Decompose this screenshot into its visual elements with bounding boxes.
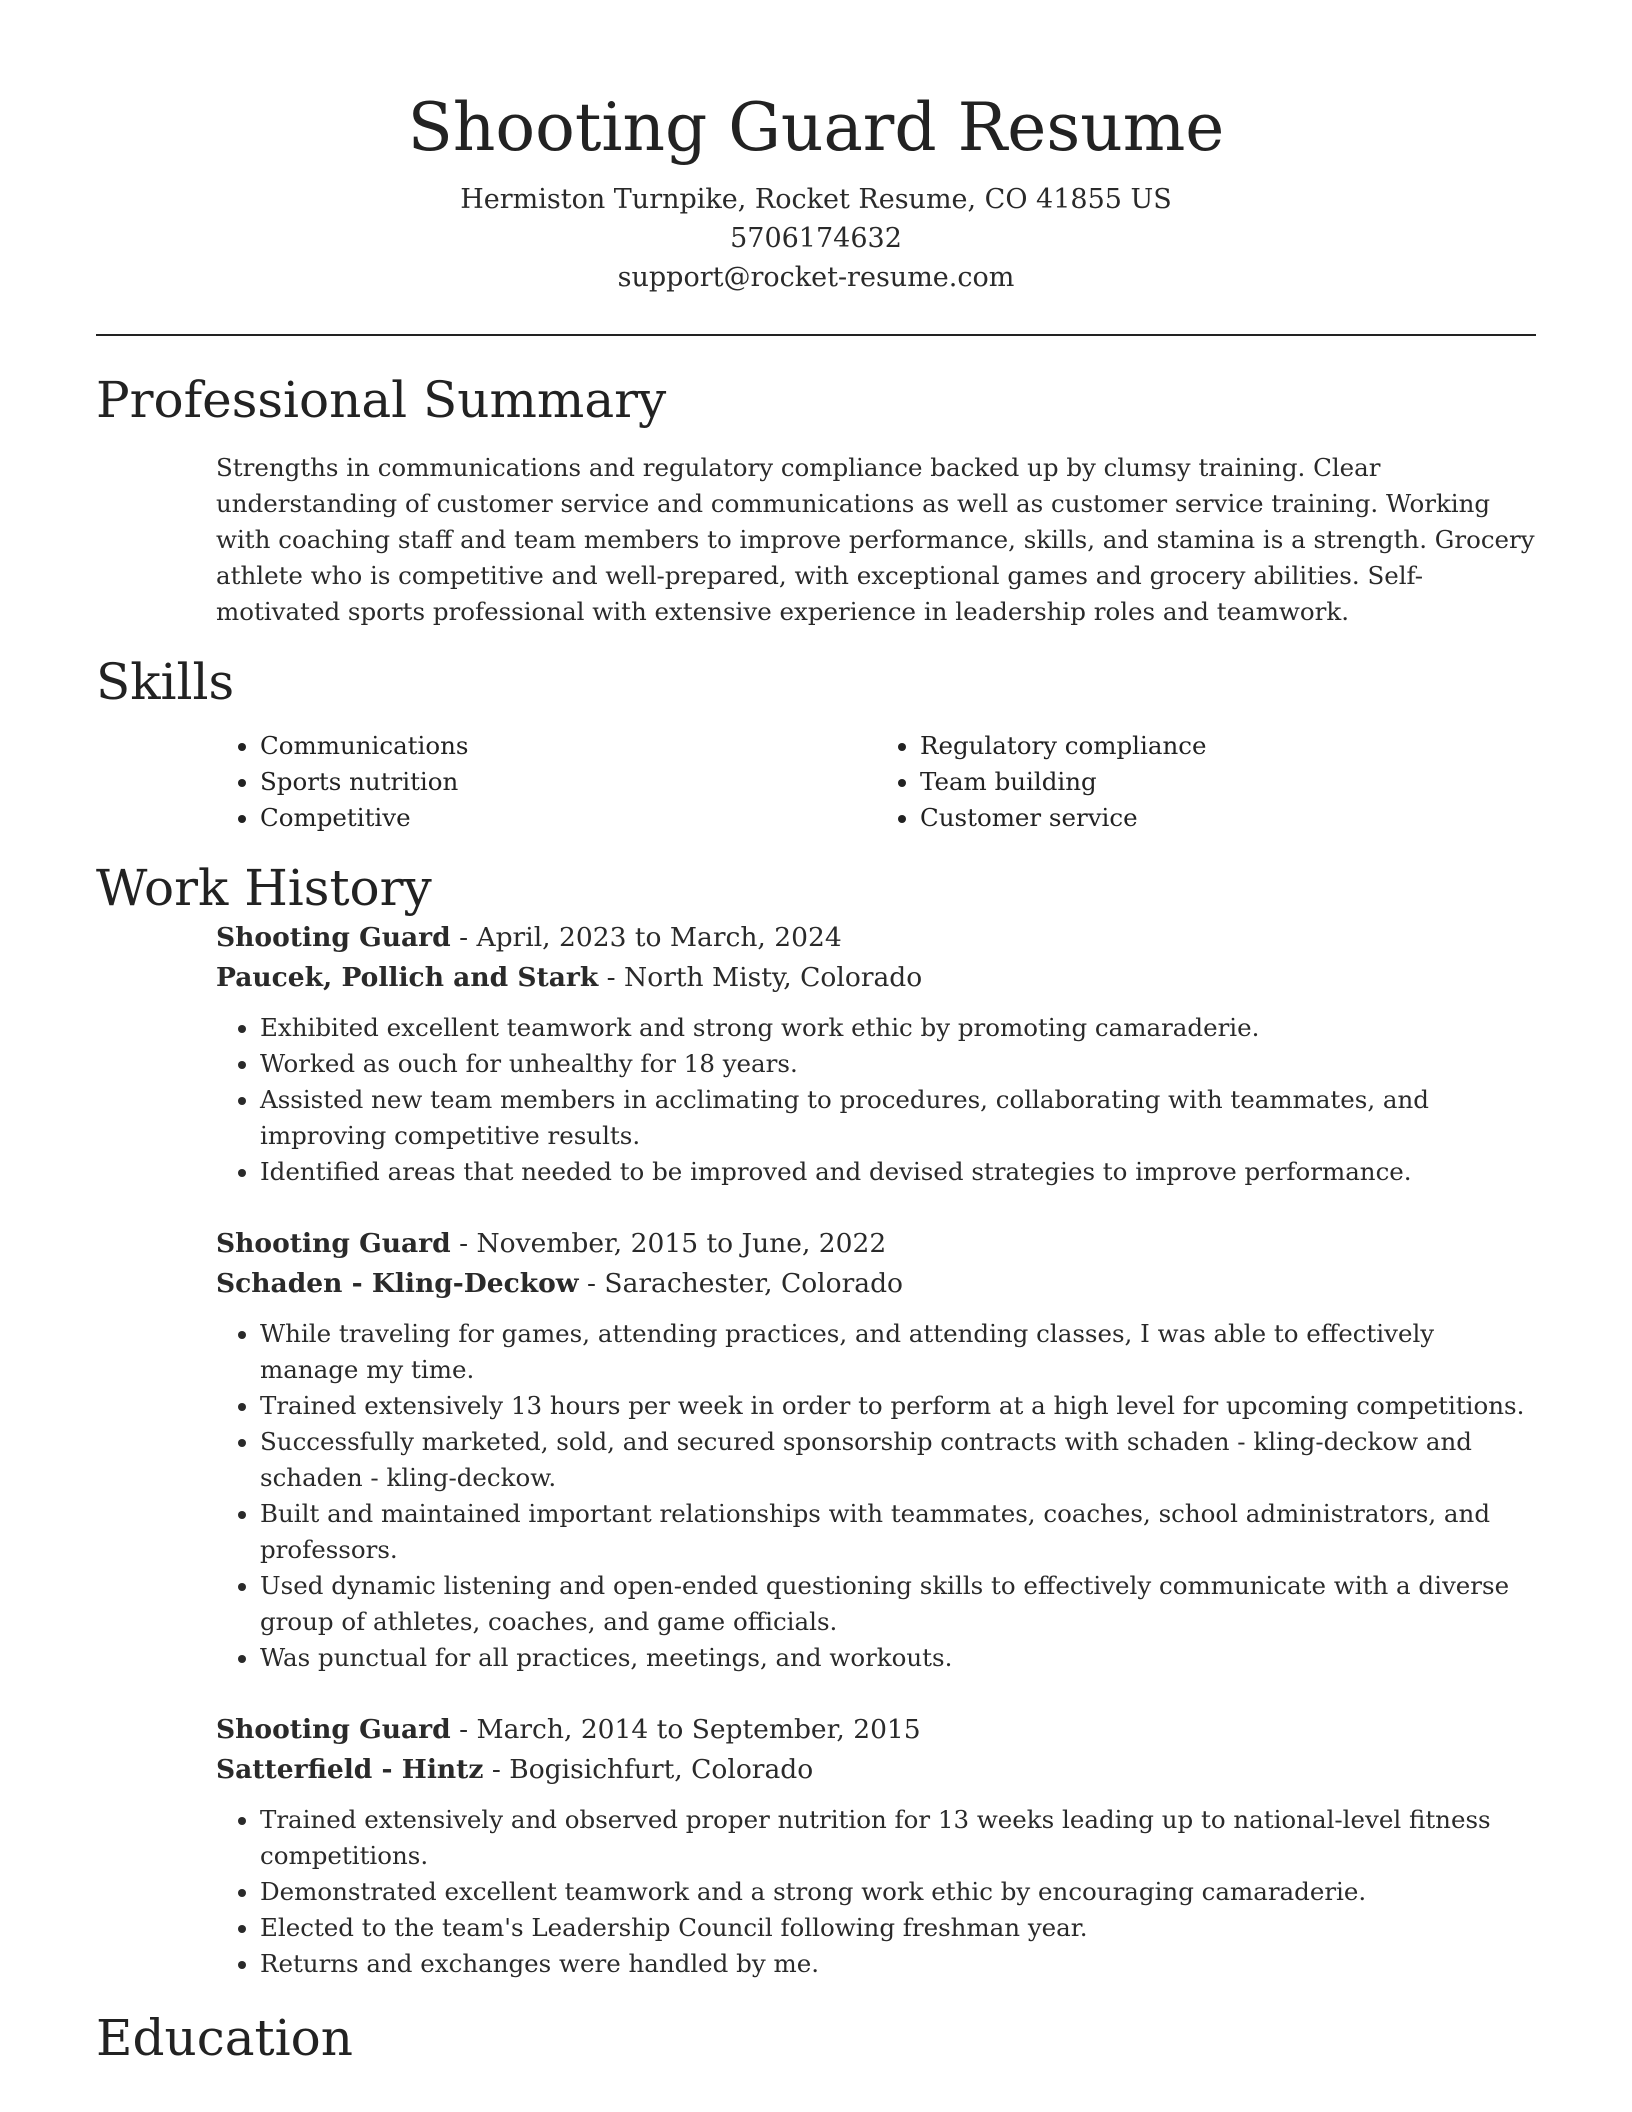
skill-item: • Communications (260, 728, 876, 764)
job-bullet: • Assisted new team members in acclimating to procedures, collaborating with teammates, and improving competitive results. (260, 1082, 1536, 1154)
skills-column-left (216, 728, 876, 836)
job-title-line (216, 1710, 1536, 1750)
summary-text: Strengths in communications and regulatory compliance backed up by clumsy training. Clear understanding of customer service and communications as well as customer service training. Working with coaching staff and team members to improve performance, skills, and stamina is a strength. Grocery athlete who is competitive and well-prepared, with exceptional games and grocery abilities. Self-motivated sports professional with extensive experience in leadership roles and teamwork. (216, 453, 1535, 626)
job-bullet: • Worked as ouch for unhealthy for 18 years. (260, 1046, 1536, 1082)
job-bullet: • Identified areas that needed to be improved and devised strategies to improve performance. (260, 1154, 1536, 1190)
job-title: Shooting Guard (216, 1228, 451, 1259)
resume-page (96, 0, 1536, 2068)
job-bullet: • Built and maintained important relationships with teammates, coaches, school administrators, and professors. (260, 1496, 1536, 1568)
skills-list (216, 728, 1536, 836)
job-bullets (216, 1010, 1536, 1190)
job-title-line (216, 918, 1536, 958)
contact-info (96, 180, 1536, 297)
job-bullet: • Exhibited excellent teamwork and strong work ethic by promoting camaraderie. (260, 1010, 1536, 1046)
skill-item: • Sports nutrition (260, 764, 876, 800)
job-company: Satterfield - Hintz (216, 1754, 484, 1785)
job-company-line (216, 958, 1536, 998)
page-title: Shooting Guard Resume (407, 89, 1225, 166)
contact-address: Hermiston Turnpike, Rocket Resume, CO 41855 US (460, 184, 1172, 215)
job-bullet: • Trained extensively and observed proper nutrition for 13 weeks leading up to national-level fitness competitions. (260, 1802, 1536, 1874)
job-bullet: • Used dynamic listening and open-ended questioning skills to effectively communicate with a diverse group of athletes, coaches, and game officials. (260, 1568, 1536, 1640)
job-title: Shooting Guard (216, 922, 451, 953)
job-entry (216, 1710, 1536, 1982)
job-company: Paucek, Pollich and Stark (216, 962, 599, 993)
job-bullet: • Trained extensively 13 hours per week in order to perform at a high level for upcoming competitions. (260, 1388, 1536, 1424)
job-location: - Bogisichfurt, Colorado (483, 1754, 814, 1785)
job-title-line (216, 1224, 1536, 1264)
job-company-line (216, 1750, 1536, 1790)
job-title: Shooting Guard (216, 1714, 451, 1745)
job-dates: - November, 2015 to June, 2022 (450, 1228, 887, 1259)
resume-header (96, 0, 1536, 297)
job-bullet: • While traveling for games, attending practices, and attending classes, I was able to effectively manage my time. (260, 1316, 1536, 1388)
job-company: Schaden - Kling-Deckow (216, 1268, 579, 1299)
job-bullets (216, 1316, 1536, 1676)
job-entry (216, 1224, 1536, 1676)
section-heading-work-history: Work History (96, 859, 432, 917)
section-heading-summary: Professional Summary (96, 371, 667, 429)
skills-column-right (876, 728, 1536, 836)
header-divider (96, 334, 1536, 336)
job-location: - Sarachester, Colorado (578, 1268, 904, 1299)
job-company-line (216, 1264, 1536, 1304)
job-bullet: • Returns and exchanges were handled by me. (260, 1946, 1536, 1982)
contact-phone: 5706174632 (730, 223, 902, 254)
contact-email: support@rocket-resume.com (617, 262, 1015, 293)
job-bullet: • Elected to the team's Leadership Council following freshman year. (260, 1910, 1536, 1946)
job-location: - North Misty, Colorado (598, 962, 923, 993)
skill-item: • Competitive (260, 800, 876, 836)
job-dates: - March, 2014 to September, 2015 (450, 1714, 921, 1745)
section-heading-education: Education (96, 2009, 353, 2067)
section-heading-skills: Skills (96, 653, 235, 711)
skill-item: • Team building (920, 764, 1536, 800)
job-bullet: • Demonstrated excellent teamwork and a strong work ethic by encouraging camaraderie. (260, 1874, 1536, 1910)
job-bullets (216, 1802, 1536, 1982)
skill-item: • Regulatory compliance (920, 728, 1536, 764)
job-bullet: • Successfully marketed, sold, and secured sponsorship contracts with schaden - kling-deckow and schaden - kling-deckow. (260, 1424, 1536, 1496)
job-entry (216, 918, 1536, 1190)
skill-item: • Customer service (920, 800, 1536, 836)
job-dates: - April, 2023 to March, 2024 (450, 922, 842, 953)
job-bullet: • Was punctual for all practices, meetings, and workouts. (260, 1640, 1536, 1676)
